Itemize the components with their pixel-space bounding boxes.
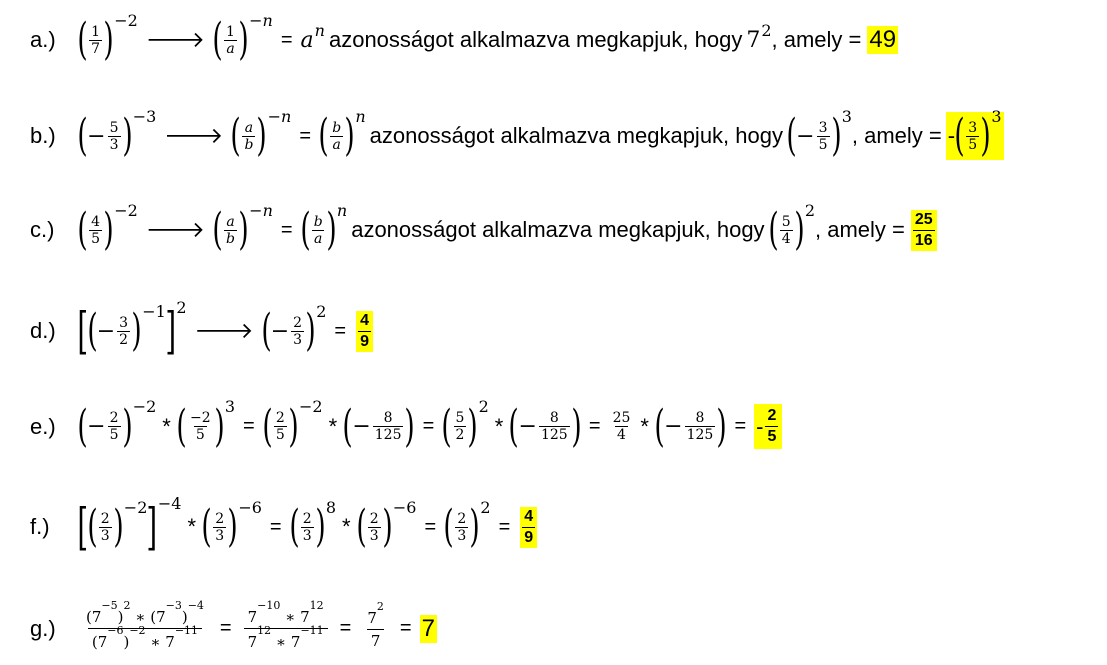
exercise-a: a.) ( $\frac{1}{7}$ ) $^{-2}$ 🡒 ( $\frac{1}{a}$ ) $^{-n}$ = a $^n$ azonosságot alkalmazva megkapjuk, hogy 7 $^2$ , amely = 49	[30, 10, 897, 65]
identity: ( $\frac{1}{a}$ ) $^{-n}$	[212, 10, 273, 65]
rule-text: azonosságot alkalmazva megkapjuk, hogy	[351, 217, 765, 242]
exercise-label: g.)	[30, 615, 56, 641]
exercise-d: d.) [ ( − $\frac{3}{2}$ ) $^{-1}$ ] $^2$ 🡒 ( − $\frac{2}{3}$ ) $^2$ = $\frac{4}{9}$	[30, 306, 1107, 356]
amely-text: , amely =	[771, 27, 862, 52]
arrow-icon: 🡒	[145, 217, 205, 242]
rule-text: azonosságot alkalmazva megkapjuk, hogy	[328, 27, 743, 52]
expression: ( $\frac{1}{7}$ ) $^{-2}$	[77, 10, 138, 65]
answer-d: $\frac{4}{9}$	[356, 311, 373, 352]
answer-e: - $\frac{2}{5}$	[754, 404, 782, 449]
exercise-label: c.)	[30, 217, 55, 242]
arrow-icon: 🡒	[164, 123, 224, 148]
identity: ( $\frac{a}{b}$ ) $^{-n}$	[212, 200, 273, 255]
exercise-label: f.)	[30, 514, 50, 539]
rule-text: azonosságot alkalmazva megkapjuk, hogy	[369, 123, 783, 148]
exercise-b: b.) ( − $\frac{5}{3}$ ) $^{-3}$ 🡒 ( $\frac{a}{b}$ ) $^{-n}$ = ( $\frac{b}{a}$ ) $^n$ azonosságot alkalmazva megkapjuk, hogy ( − $\frac{3}{5}$ ) $^3$ , amely = - ( $\frac{3}{5}$ ) $^3$	[30, 106, 1002, 161]
exercise-f: f.) [ ( $\frac{2}{3}$ ) $^{-2}$ ] $^{-4}$ * ( $\frac{2}{3}$ ) $^{-6}$ = ( $\frac{2}{3}$ ) $^8$ * ( $\frac{2}{3}$ ) $^{-6}$ = ( $\frac{2}{3}$ ) $^2$ = $\frac{4}{9}$	[30, 502, 1107, 552]
expression: ( $\frac{4}{5}$ ) $^{-2}$	[77, 200, 138, 255]
answer-a: 49	[869, 26, 897, 53]
exercise-label: d.)	[30, 318, 56, 343]
amely-text: , amely =	[851, 123, 942, 148]
answer-c: $\frac{25}{16}$	[911, 210, 937, 251]
arrow-icon: 🡒	[194, 318, 254, 343]
expression: ( − $\frac{5}{3}$ ) $^{-3}$	[77, 106, 157, 161]
expression: [ ( − $\frac{3}{2}$ ) $^{-1}$ ] $^2$	[77, 297, 187, 360]
arrow-icon: 🡒	[145, 27, 205, 52]
exercise-e: e.) ( − $\frac{2}{5}$ ) $^{-2}$ * ( $\frac{-2}{5}$ ) $^3$ = ( $\frac{2}{5}$ ) $^{-2}$ * ( − $\frac{8}{125}$ ) = ( $\frac{5}{2}$ ) $^2$ * ( − $\frac{8}{125}$ ) = $\frac{25}{4}$ * ( − $\frac{8}{125}$ ) = - $\frac{2}{5}$	[30, 404, 1107, 449]
exercise-c: c.) ( $\frac{4}{5}$ ) $^{-2}$ 🡒 ( $\frac{a}{b}$ ) $^{-n}$ = ( $\frac{b}{a}$ ) $^n$ azonosságot alkalmazva megkapjuk, hogy ( $\frac{5}{4}$ ) $^2$ , amely = $\frac{25}{16}$	[30, 208, 1107, 252]
answer-g: 7	[421, 614, 435, 642]
exercise-label: b.)	[30, 123, 56, 148]
exercise-label: e.)	[30, 413, 56, 439]
identity: ( $\frac{a}{b}$ ) $^{-n}$	[230, 106, 292, 161]
answer-f: $\frac{4}{9}$	[520, 507, 537, 548]
answer-b: - ( $\frac{3}{5}$ ) $^3$	[947, 106, 1002, 161]
exercise-g: g.) $\frac{(7^{-5})^2 ∗ (7^{-3})^{-4}}{(7^{-6})^{-2} ∗ 7^{-11}}$ = $\frac{7^{-10} ∗ 7^{12}}{7^{12} ∗ 7^{-11}}$ = $\frac{7^2}{7}$ = 7	[30, 599, 435, 651]
exercise-label: a.)	[30, 27, 56, 52]
amely-text: , amely =	[815, 217, 905, 242]
